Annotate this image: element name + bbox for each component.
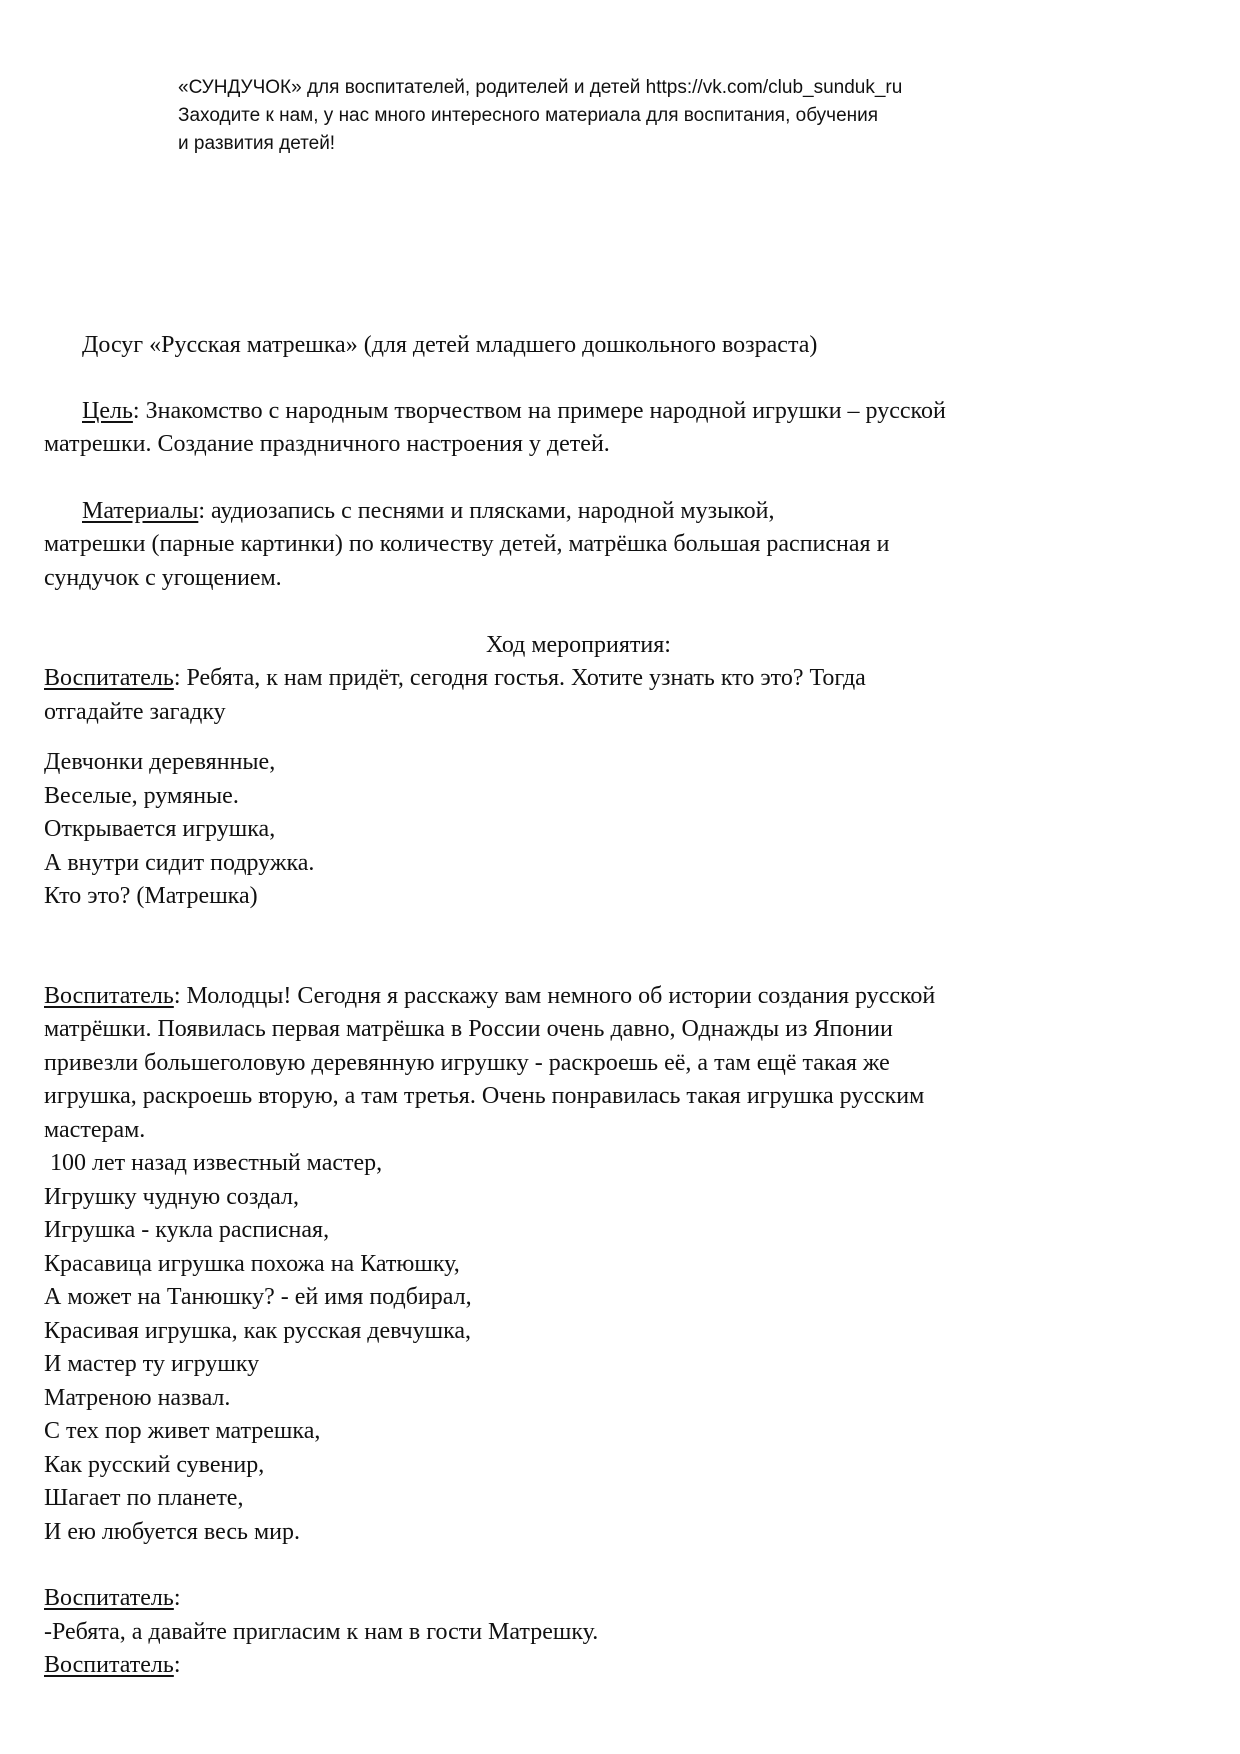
intro-line-1: [44, 662, 866, 696]
header-line-1: «СУНДУЧОК» для воспитателей, родителей и детей https://vk.com/club_sunduk_ru: [178, 77, 903, 98]
header-line-2: Заходите к нам, у нас много интересного материала для воспитания, обучения: [178, 105, 879, 126]
goal-text-2: матрешки. Создание праздничного настроения у детей.: [44, 431, 610, 457]
riddle-line: А внутри сидит подружка.: [44, 850, 315, 876]
poem-line: Красавица игрушка похожа на Катюшку,: [44, 1251, 460, 1277]
intro-text-1: : Ребята, к нам придёт, сегодня гостья. Хотите узнать кто это? Тогда: [173, 665, 866, 691]
materials-text-3: сундучок с угощением.: [44, 565, 282, 591]
poem-line: Игрушку чудную создал,: [44, 1184, 299, 1210]
closing-speaker-line-1: [44, 1582, 181, 1616]
poem-line: Как русский сувенир,: [44, 1452, 265, 1478]
riddle-line: Открывается игрушка,: [44, 816, 276, 842]
speaker-colon: :: [173, 1652, 181, 1678]
poem-line: Красивая игрушка, как русская девчушка,: [44, 1318, 472, 1344]
speaker-label: Воспитатель: [44, 1652, 174, 1678]
header-block: [178, 74, 1078, 158]
riddle-line: Кто это? (Матрешка): [44, 883, 258, 909]
poem-line: Шагает по планете,: [44, 1485, 244, 1511]
materials-line-1: [82, 495, 775, 529]
history-text-2: матрёшки. Появилась первая матрёшка в России очень давно, Однажды из Японии: [44, 1016, 893, 1042]
materials-text-2: матрешки (парные картинки) по количеству детей, матрёшка большая расписная и: [44, 531, 890, 557]
speaker-label: Воспитатель: [44, 1585, 174, 1611]
riddle-line: Веселые, румяные.: [44, 783, 239, 809]
riddle-line: Девчонки деревянные,: [44, 749, 276, 775]
poem-line: А может на Танюшку? - ей имя подбирал,: [44, 1284, 472, 1310]
poem-line: 100 лет назад известный мастер,: [44, 1150, 383, 1176]
course-heading: Ход мероприятия:: [486, 632, 671, 658]
poem-line: Матреною назвал.: [44, 1385, 231, 1411]
goal-label: Цель: [82, 398, 133, 424]
history-text-1: : Молодцы! Сегодня я расскажу вам немного об истории создания русской: [173, 983, 936, 1009]
closing-speaker-line-2: [44, 1649, 181, 1683]
poem-line: И мастер ту игрушку: [44, 1351, 260, 1377]
speaker-colon: :: [173, 1585, 181, 1611]
history-line-1: [44, 980, 935, 1014]
intro-text-2: отгадайте загадку: [44, 699, 226, 725]
document-title: Досуг «Русская матрешка» (для детей младшего дошкольного возраста): [82, 332, 818, 358]
materials-text-1: : аудиозапись с песнями и плясками, народной музыкой,: [198, 498, 775, 524]
speaker-label: Воспитатель: [44, 665, 174, 691]
goal-line-1: [82, 395, 946, 429]
history-text-4: игрушка, раскроешь вторую, а там третья. Очень понравилась такая игрушка русским: [44, 1083, 925, 1109]
history-text-3: привезли большеголовую деревянную игрушку - раскроешь её, а там ещё такая же: [44, 1050, 890, 1076]
history-text-5: мастерам.: [44, 1117, 146, 1143]
poem-line: Игрушка - кукла расписная,: [44, 1217, 330, 1243]
header-line-3: и развития детей!: [178, 133, 336, 154]
speaker-label: Воспитатель: [44, 983, 174, 1009]
goal-text-1: : Знакомство с народным творчеством на примере народной игрушки – русской: [132, 398, 946, 424]
poem-line: С тех пор живет матрешка,: [44, 1418, 321, 1444]
materials-label: Материалы: [82, 498, 199, 524]
poem-line: И ею любуется весь мир.: [44, 1519, 300, 1545]
closing-invite: -Ребята, а давайте пригласим к нам в гости Матрешку.: [44, 1619, 599, 1645]
